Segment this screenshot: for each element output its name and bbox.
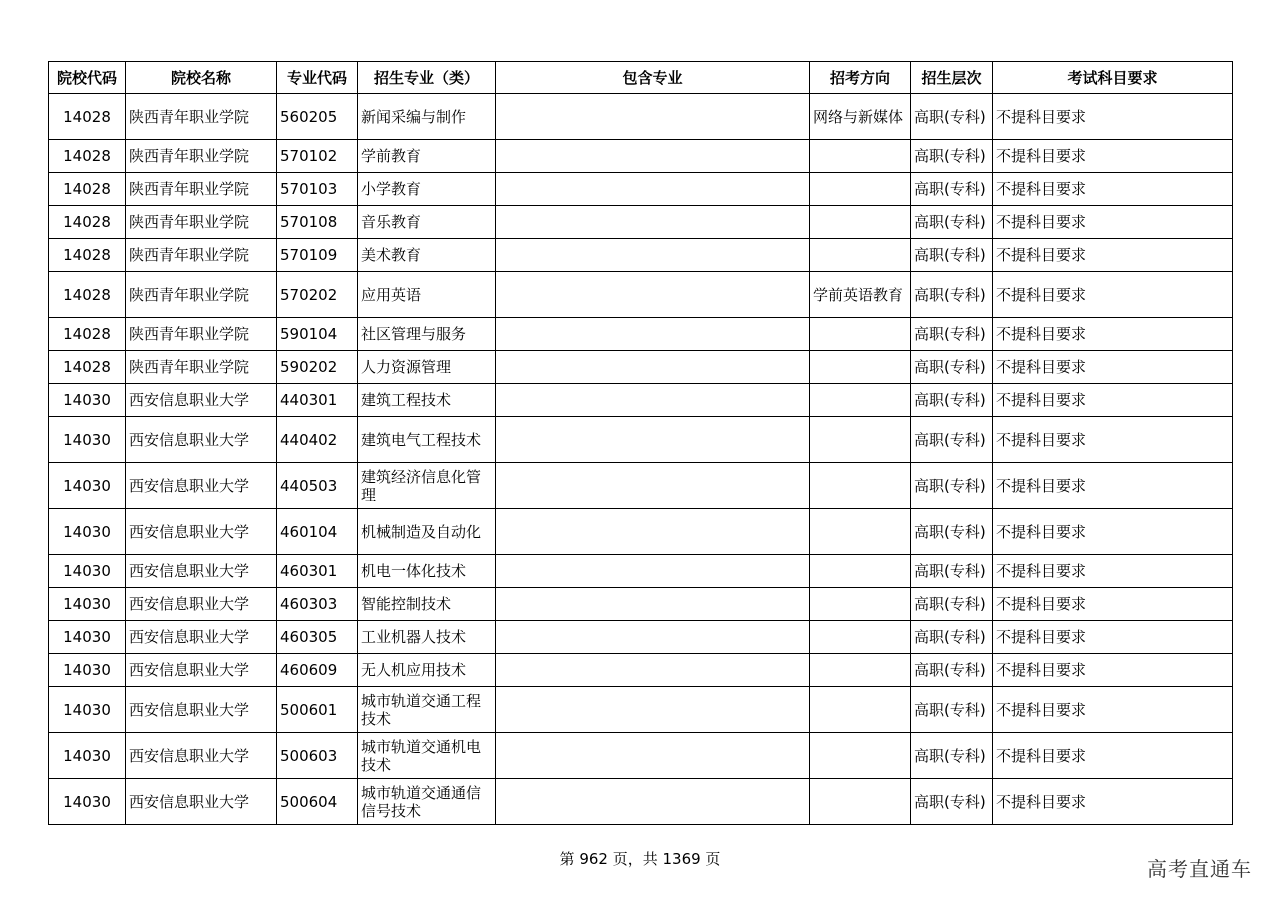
admissions-table [48, 61, 1233, 825]
cell-direction [810, 733, 911, 779]
cell-included-majors [496, 417, 810, 463]
table-row [49, 779, 1233, 825]
cell-level: 高职(专科) [911, 621, 993, 654]
cell-school-name: 西安信息职业大学 [126, 687, 277, 733]
cell-level: 高职(专科) [911, 733, 993, 779]
cell-direction [810, 140, 911, 173]
cell-requirement: 不提科目要求 [993, 140, 1233, 173]
cell-major: 音乐教育 [358, 206, 496, 239]
cell-included-majors [496, 94, 810, 140]
cell-level: 高职(专科) [911, 463, 993, 509]
cell-school-name: 西安信息职业大学 [126, 384, 277, 417]
cell-level: 高职(专科) [911, 555, 993, 588]
cell-included-majors [496, 463, 810, 509]
cell-major-code: 500604 [277, 779, 358, 825]
cell-level: 高职(专科) [911, 272, 993, 318]
cell-major-code: 460303 [277, 588, 358, 621]
cell-school-name: 陕西青年职业学院 [126, 318, 277, 351]
cell-school-code: 14030 [49, 588, 126, 621]
cell-school-code: 14028 [49, 272, 126, 318]
cell-major: 无人机应用技术 [358, 654, 496, 687]
cell-direction [810, 384, 911, 417]
header-school-code: 院校代码 [49, 62, 126, 94]
table-row [49, 272, 1233, 318]
table-row [49, 555, 1233, 588]
cell-major-code: 460305 [277, 621, 358, 654]
cell-school-code: 14028 [49, 94, 126, 140]
cell-included-majors [496, 509, 810, 555]
cell-school-code: 14028 [49, 140, 126, 173]
cell-school-name: 陕西青年职业学院 [126, 239, 277, 272]
watermark: 高考直通车 [1147, 857, 1252, 881]
header-major: 招生专业（类） [358, 62, 496, 94]
cell-major-code: 500603 [277, 733, 358, 779]
cell-major: 美术教育 [358, 239, 496, 272]
cell-requirement: 不提科目要求 [993, 733, 1233, 779]
cell-school-code: 14030 [49, 654, 126, 687]
cell-level: 高职(专科) [911, 206, 993, 239]
table-row [49, 206, 1233, 239]
cell-major-code: 560205 [277, 94, 358, 140]
cell-direction [810, 206, 911, 239]
cell-included-majors [496, 351, 810, 384]
cell-direction [810, 318, 911, 351]
cell-included-majors [496, 654, 810, 687]
table-header [49, 62, 1233, 94]
cell-direction [810, 621, 911, 654]
cell-direction [810, 779, 911, 825]
cell-requirement: 不提科目要求 [993, 654, 1233, 687]
cell-school-name: 陕西青年职业学院 [126, 206, 277, 239]
table-row [49, 588, 1233, 621]
cell-major-code: 500601 [277, 687, 358, 733]
table-row [49, 384, 1233, 417]
cell-major: 城市轨道交通工程技术 [358, 687, 496, 733]
cell-school-code: 14030 [49, 555, 126, 588]
cell-direction [810, 417, 911, 463]
cell-level: 高职(专科) [911, 588, 993, 621]
cell-direction [810, 509, 911, 555]
cell-major-code: 460301 [277, 555, 358, 588]
cell-direction [810, 555, 911, 588]
cell-direction [810, 351, 911, 384]
cell-school-code: 14028 [49, 351, 126, 384]
cell-requirement: 不提科目要求 [993, 94, 1233, 140]
cell-level: 高职(专科) [911, 417, 993, 463]
table-row [49, 140, 1233, 173]
cell-requirement: 不提科目要求 [993, 621, 1233, 654]
cell-included-majors [496, 384, 810, 417]
cell-major: 城市轨道交通机电技术 [358, 733, 496, 779]
cell-direction: 网络与新媒体 [810, 94, 911, 140]
cell-school-code: 14030 [49, 779, 126, 825]
cell-school-name: 陕西青年职业学院 [126, 140, 277, 173]
cell-school-code: 14030 [49, 463, 126, 509]
cell-level: 高职(专科) [911, 351, 993, 384]
cell-requirement: 不提科目要求 [993, 509, 1233, 555]
header-major-code: 专业代码 [277, 62, 358, 94]
cell-school-name: 西安信息职业大学 [126, 654, 277, 687]
cell-major: 人力资源管理 [358, 351, 496, 384]
cell-level: 高职(专科) [911, 779, 993, 825]
cell-requirement: 不提科目要求 [993, 588, 1233, 621]
cell-included-majors [496, 272, 810, 318]
table-row [49, 351, 1233, 384]
cell-included-majors [496, 140, 810, 173]
cell-level: 高职(专科) [911, 239, 993, 272]
cell-direction [810, 463, 911, 509]
cell-school-code: 14030 [49, 621, 126, 654]
page-number: 第 962 页，共 1369 页 [559, 850, 721, 868]
cell-major: 建筑电气工程技术 [358, 417, 496, 463]
cell-school-name: 西安信息职业大学 [126, 588, 277, 621]
header-direction: 招考方向 [810, 62, 911, 94]
cell-school-code: 14028 [49, 239, 126, 272]
cell-major-code: 570103 [277, 173, 358, 206]
cell-major: 小学教育 [358, 173, 496, 206]
cell-major-code: 570202 [277, 272, 358, 318]
cell-level: 高职(专科) [911, 384, 993, 417]
table-row [49, 621, 1233, 654]
cell-major-code: 570102 [277, 140, 358, 173]
cell-requirement: 不提科目要求 [993, 417, 1233, 463]
cell-requirement: 不提科目要求 [993, 463, 1233, 509]
cell-major: 应用英语 [358, 272, 496, 318]
header-requirement: 考试科目要求 [993, 62, 1233, 94]
cell-included-majors [496, 206, 810, 239]
table-row [49, 417, 1233, 463]
cell-school-code: 14030 [49, 417, 126, 463]
cell-school-name: 西安信息职业大学 [126, 509, 277, 555]
cell-level: 高职(专科) [911, 94, 993, 140]
cell-school-code: 14028 [49, 173, 126, 206]
cell-level: 高职(专科) [911, 654, 993, 687]
cell-requirement: 不提科目要求 [993, 239, 1233, 272]
cell-included-majors [496, 687, 810, 733]
cell-school-code: 14028 [49, 206, 126, 239]
cell-direction: 学前英语教育 [810, 272, 911, 318]
cell-major-code: 440301 [277, 384, 358, 417]
cell-school-name: 西安信息职业大学 [126, 733, 277, 779]
table-row [49, 318, 1233, 351]
table-row [49, 654, 1233, 687]
cell-major: 机电一体化技术 [358, 555, 496, 588]
cell-included-majors [496, 239, 810, 272]
cell-major: 智能控制技术 [358, 588, 496, 621]
cell-major: 建筑经济信息化管理 [358, 463, 496, 509]
cell-school-name: 陕西青年职业学院 [126, 94, 277, 140]
cell-direction [810, 687, 911, 733]
cell-major: 城市轨道交通通信信号技术 [358, 779, 496, 825]
cell-requirement: 不提科目要求 [993, 351, 1233, 384]
cell-requirement: 不提科目要求 [993, 384, 1233, 417]
cell-major: 新闻采编与制作 [358, 94, 496, 140]
cell-school-name: 陕西青年职业学院 [126, 272, 277, 318]
cell-school-code: 14030 [49, 384, 126, 417]
cell-major: 机械制造及自动化 [358, 509, 496, 555]
cell-level: 高职(专科) [911, 509, 993, 555]
cell-major-code: 440402 [277, 417, 358, 463]
cell-school-code: 14030 [49, 733, 126, 779]
cell-major-code: 460609 [277, 654, 358, 687]
cell-included-majors [496, 555, 810, 588]
cell-requirement: 不提科目要求 [993, 318, 1233, 351]
table-row [49, 687, 1233, 733]
cell-level: 高职(专科) [911, 173, 993, 206]
cell-included-majors [496, 588, 810, 621]
cell-requirement: 不提科目要求 [993, 206, 1233, 239]
header-level: 招生层次 [911, 62, 993, 94]
cell-level: 高职(专科) [911, 318, 993, 351]
cell-included-majors [496, 779, 810, 825]
table-row [49, 509, 1233, 555]
cell-major: 社区管理与服务 [358, 318, 496, 351]
cell-school-name: 西安信息职业大学 [126, 555, 277, 588]
cell-school-name: 西安信息职业大学 [126, 463, 277, 509]
cell-requirement: 不提科目要求 [993, 779, 1233, 825]
cell-requirement: 不提科目要求 [993, 687, 1233, 733]
cell-included-majors [496, 173, 810, 206]
cell-direction [810, 239, 911, 272]
header-school-name: 院校名称 [126, 62, 277, 94]
header-included-majors: 包含专业 [496, 62, 810, 94]
cell-requirement: 不提科目要求 [993, 173, 1233, 206]
cell-major-code: 590202 [277, 351, 358, 384]
table-row [49, 239, 1233, 272]
cell-school-name: 西安信息职业大学 [126, 417, 277, 463]
cell-major-code: 570109 [277, 239, 358, 272]
cell-school-name: 陕西青年职业学院 [126, 173, 277, 206]
table-row [49, 94, 1233, 140]
cell-school-name: 陕西青年职业学院 [126, 351, 277, 384]
cell-direction [810, 654, 911, 687]
cell-major: 建筑工程技术 [358, 384, 496, 417]
cell-level: 高职(专科) [911, 140, 993, 173]
cell-major-code: 590104 [277, 318, 358, 351]
cell-included-majors [496, 318, 810, 351]
cell-included-majors [496, 621, 810, 654]
cell-direction [810, 173, 911, 206]
table-row [49, 733, 1233, 779]
cell-school-name: 西安信息职业大学 [126, 779, 277, 825]
cell-requirement: 不提科目要求 [993, 555, 1233, 588]
cell-major-code: 460104 [277, 509, 358, 555]
header-row [49, 62, 1233, 94]
cell-school-code: 14030 [49, 687, 126, 733]
cell-school-name: 西安信息职业大学 [126, 621, 277, 654]
cell-major-code: 570108 [277, 206, 358, 239]
cell-level: 高职(专科) [911, 687, 993, 733]
cell-school-code: 14030 [49, 509, 126, 555]
cell-school-code: 14028 [49, 318, 126, 351]
cell-major: 学前教育 [358, 140, 496, 173]
cell-requirement: 不提科目要求 [993, 272, 1233, 318]
cell-included-majors [496, 733, 810, 779]
table-body [49, 94, 1233, 825]
cell-direction [810, 588, 911, 621]
table-row [49, 173, 1233, 206]
cell-major-code: 440503 [277, 463, 358, 509]
table-row [49, 463, 1233, 509]
cell-major: 工业机器人技术 [358, 621, 496, 654]
